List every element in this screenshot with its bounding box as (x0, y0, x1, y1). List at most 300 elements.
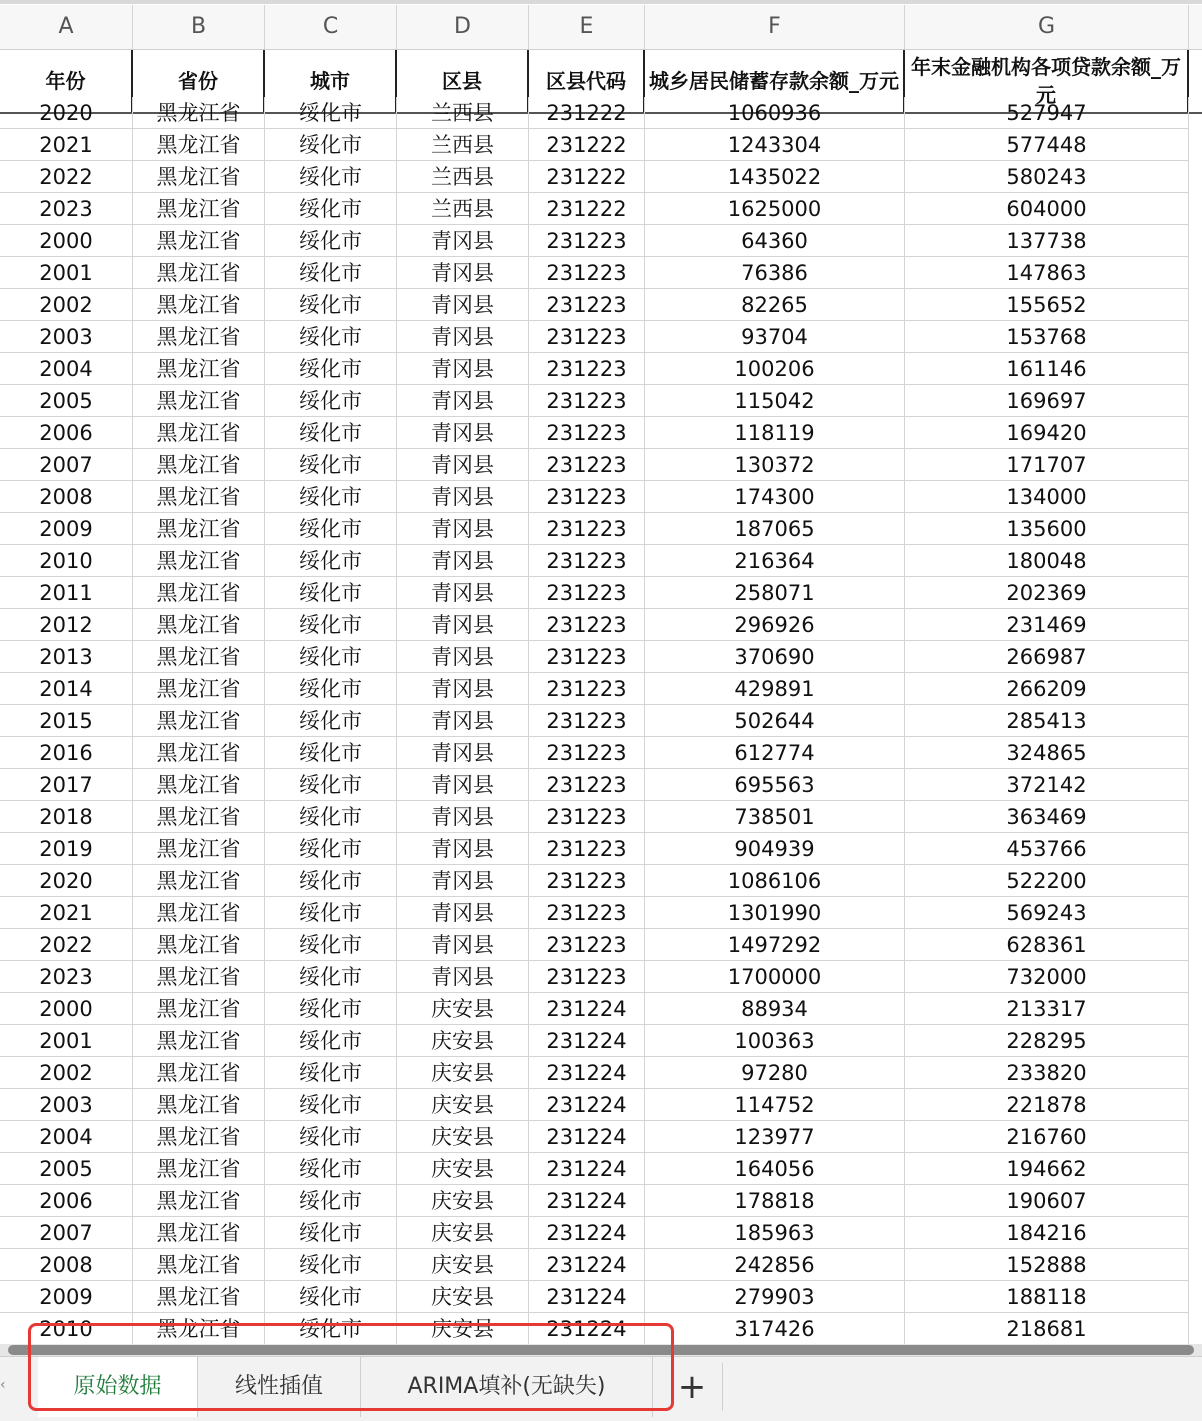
table-cell[interactable]: 231469 (905, 609, 1189, 641)
table-cell[interactable]: 147863 (905, 257, 1189, 289)
table-row (0, 865, 1202, 897)
header-cell-1[interactable]: 年份 (0, 50, 133, 112)
table-cell[interactable]: 青冈县 (397, 833, 529, 865)
table-cell[interactable]: 2009 (0, 1281, 133, 1313)
table-cell[interactable]: 绥化市 (265, 449, 397, 481)
table-cell[interactable]: 231224 (529, 1281, 645, 1313)
table-cell[interactable]: 231223 (529, 897, 645, 929)
table-row (0, 1249, 1202, 1281)
table-cell[interactable]: 2002 (0, 1057, 133, 1089)
table-cell[interactable]: 231222 (529, 193, 645, 225)
table-cell[interactable]: 194662 (905, 1153, 1189, 1185)
table-cell[interactable]: 2004 (0, 1121, 133, 1153)
table-cell[interactable]: 青冈县 (397, 225, 529, 257)
sheet-tab-1[interactable]: 原始数据 (38, 1357, 198, 1417)
table-cell[interactable]: 绥化市 (265, 609, 397, 641)
table-cell[interactable]: 76386 (645, 257, 905, 289)
table-cell[interactable]: 绥化市 (265, 385, 397, 417)
sheet-tab-2[interactable]: 线性插值 (198, 1357, 361, 1417)
table-cell[interactable]: 216760 (905, 1121, 1189, 1153)
table-cell[interactable]: 130372 (645, 449, 905, 481)
table-cell[interactable]: 233820 (905, 1057, 1189, 1089)
table-cell[interactable]: 580243 (905, 161, 1189, 193)
table-cell[interactable]: 绥化市 (265, 577, 397, 609)
table-cell[interactable]: 231223 (529, 321, 645, 353)
table-cell[interactable]: 黑龙江省 (133, 769, 265, 801)
table-cell[interactable]: 黑龙江省 (133, 1121, 265, 1153)
table-cell[interactable]: 2017 (0, 769, 133, 801)
table-cell[interactable]: 180048 (905, 545, 1189, 577)
table-cell[interactable]: 青冈县 (397, 321, 529, 353)
table-cell[interactable]: 青冈县 (397, 513, 529, 545)
table-cell[interactable]: 绥化市 (265, 289, 397, 321)
table-cell[interactable]: 231223 (529, 865, 645, 897)
table-cell[interactable]: 2000 (0, 225, 133, 257)
table-cell[interactable]: 庆安县 (397, 1025, 529, 1057)
table-cell[interactable]: 231223 (529, 929, 645, 961)
table-cell[interactable]: 221878 (905, 1089, 1189, 1121)
table-cell[interactable]: 黑龙江省 (133, 961, 265, 993)
table-cell[interactable]: 169420 (905, 417, 1189, 449)
table-cell[interactable]: 732000 (905, 961, 1189, 993)
table-cell[interactable]: 1243304 (645, 129, 905, 161)
table-cell[interactable]: 绥化市 (265, 1185, 397, 1217)
table-cell[interactable]: 兰西县 (397, 97, 529, 129)
table-cell[interactable]: 2008 (0, 481, 133, 513)
table-cell[interactable]: 231223 (529, 577, 645, 609)
table-cell[interactable]: 2008 (0, 1249, 133, 1281)
table-cell[interactable]: 2020 (0, 97, 133, 129)
table-cell[interactable]: 黑龙江省 (133, 545, 265, 577)
table-cell[interactable]: 2021 (0, 129, 133, 161)
table-cell[interactable]: 2000 (0, 993, 133, 1025)
table-cell[interactable]: 738501 (645, 801, 905, 833)
table-cell[interactable]: 2012 (0, 609, 133, 641)
table-cell[interactable]: 1700000 (645, 961, 905, 993)
table-row (0, 641, 1202, 673)
table-cell[interactable]: 青冈县 (397, 641, 529, 673)
table-cell[interactable]: 153768 (905, 321, 1189, 353)
table-cell[interactable]: 黑龙江省 (133, 1153, 265, 1185)
table-cell[interactable]: 黑龙江省 (133, 705, 265, 737)
table-cell[interactable]: 231223 (529, 545, 645, 577)
table-cell[interactable]: 2004 (0, 353, 133, 385)
table-cell[interactable]: 黑龙江省 (133, 193, 265, 225)
table-cell[interactable]: 庆安县 (397, 1313, 529, 1345)
table-cell[interactable]: 231224 (529, 1089, 645, 1121)
table-cell[interactable]: 2003 (0, 321, 133, 353)
table-cell[interactable]: 青冈县 (397, 353, 529, 385)
table-cell[interactable]: 2021 (0, 897, 133, 929)
table-cell[interactable]: 114752 (645, 1089, 905, 1121)
table-cell[interactable]: 黑龙江省 (133, 1249, 265, 1281)
table-cell[interactable]: 绥化市 (265, 865, 397, 897)
table-cell[interactable]: 绥化市 (265, 929, 397, 961)
table-cell[interactable]: 2018 (0, 801, 133, 833)
table-cell[interactable]: 218681 (905, 1313, 1189, 1345)
table-cell[interactable]: 2006 (0, 417, 133, 449)
table-cell[interactable]: 155652 (905, 289, 1189, 321)
add-sheet-button[interactable]: + (662, 1363, 723, 1411)
table-cell[interactable]: 184216 (905, 1217, 1189, 1249)
table-cell[interactable]: 绥化市 (265, 353, 397, 385)
table-cell[interactable]: 兰西县 (397, 193, 529, 225)
table-cell[interactable]: 庆安县 (397, 1281, 529, 1313)
table-cell[interactable]: 青冈县 (397, 545, 529, 577)
table-cell[interactable]: 绥化市 (265, 513, 397, 545)
table-cell[interactable]: 213317 (905, 993, 1189, 1025)
table-cell[interactable]: 庆安县 (397, 1249, 529, 1281)
table-cell[interactable]: 绥化市 (265, 705, 397, 737)
table-cell[interactable]: 黑龙江省 (133, 801, 265, 833)
table-cell[interactable]: 2013 (0, 641, 133, 673)
table-cell[interactable]: 2005 (0, 1153, 133, 1185)
table-cell[interactable]: 1435022 (645, 161, 905, 193)
table-cell[interactable]: 绥化市 (265, 97, 397, 129)
table-cell[interactable]: 绥化市 (265, 1313, 397, 1345)
table-cell[interactable]: 绥化市 (265, 257, 397, 289)
table-cell[interactable]: 231224 (529, 1185, 645, 1217)
table-cell[interactable]: 黑龙江省 (133, 321, 265, 353)
table-cell[interactable]: 青冈县 (397, 897, 529, 929)
table-cell[interactable]: 231224 (529, 1313, 645, 1345)
table-cell[interactable]: 2010 (0, 545, 133, 577)
table-cell[interactable]: 202369 (905, 577, 1189, 609)
sheet-tab-3[interactable]: ARIMA填补(无缺失) (361, 1357, 653, 1417)
table-cell[interactable]: 黑龙江省 (133, 929, 265, 961)
table-cell[interactable]: 2006 (0, 1185, 133, 1217)
header-cell-4[interactable]: 区县 (397, 50, 529, 112)
table-cell[interactable]: 242856 (645, 1249, 905, 1281)
table-cell[interactable]: 231222 (529, 161, 645, 193)
table-cell[interactable]: 绥化市 (265, 1153, 397, 1185)
horizontal-scrollbar-thumb[interactable] (8, 1345, 1194, 1355)
table-cell[interactable]: 青冈县 (397, 449, 529, 481)
table-cell[interactable]: 绥化市 (265, 417, 397, 449)
table-cell[interactable]: 97280 (645, 1057, 905, 1089)
column-letter-1[interactable]: A (0, 5, 133, 49)
table-cell[interactable]: 187065 (645, 513, 905, 545)
table-cell[interactable]: 2020 (0, 865, 133, 897)
table-cell[interactable]: 612774 (645, 737, 905, 769)
table-cell[interactable]: 青冈县 (397, 929, 529, 961)
table-cell[interactable]: 庆安县 (397, 993, 529, 1025)
table-cell[interactable]: 100206 (645, 353, 905, 385)
table-cell[interactable]: 青冈县 (397, 801, 529, 833)
table-cell[interactable]: 231224 (529, 1025, 645, 1057)
table-cell[interactable]: 231223 (529, 705, 645, 737)
table-cell[interactable]: 庆安县 (397, 1217, 529, 1249)
table-cell[interactable]: 黑龙江省 (133, 1057, 265, 1089)
table-cell[interactable]: 695563 (645, 769, 905, 801)
table-cell[interactable]: 2001 (0, 1025, 133, 1057)
table-cell[interactable]: 169697 (905, 385, 1189, 417)
table-cell[interactable]: 231224 (529, 1153, 645, 1185)
table-cell[interactable]: 453766 (905, 833, 1189, 865)
table-cell[interactable]: 2016 (0, 737, 133, 769)
table-cell[interactable]: 296926 (645, 609, 905, 641)
table-cell[interactable]: 黑龙江省 (133, 673, 265, 705)
table-cell[interactable]: 绥化市 (265, 1025, 397, 1057)
table-cell[interactable]: 2022 (0, 161, 133, 193)
table-cell[interactable]: 黑龙江省 (133, 257, 265, 289)
table-cell[interactable]: 228295 (905, 1025, 1189, 1057)
table-cell[interactable]: 370690 (645, 641, 905, 673)
table-cell[interactable]: 118119 (645, 417, 905, 449)
header-cell-3[interactable]: 城市 (265, 50, 397, 112)
table-cell[interactable]: 231223 (529, 385, 645, 417)
table-cell[interactable]: 绥化市 (265, 1121, 397, 1153)
table-cell[interactable]: 231223 (529, 225, 645, 257)
table-cell[interactable]: 1625000 (645, 193, 905, 225)
table-cell[interactable]: 135600 (905, 513, 1189, 545)
table-row (0, 993, 1202, 1025)
table-cell[interactable]: 231222 (529, 97, 645, 129)
table-cell[interactable]: 庆安县 (397, 1057, 529, 1089)
table-cell[interactable]: 2014 (0, 673, 133, 705)
table-cell[interactable]: 231224 (529, 993, 645, 1025)
table-cell[interactable]: 绥化市 (265, 161, 397, 193)
table-cell[interactable]: 2007 (0, 1217, 133, 1249)
table-cell[interactable]: 黑龙江省 (133, 1025, 265, 1057)
table-cell[interactable]: 庆安县 (397, 1185, 529, 1217)
table-cell[interactable]: 2023 (0, 193, 133, 225)
table-cell[interactable]: 1086106 (645, 865, 905, 897)
table-cell[interactable]: 93704 (645, 321, 905, 353)
table-cell[interactable]: 黑龙江省 (133, 353, 265, 385)
table-cell[interactable]: 绥化市 (265, 833, 397, 865)
table-cell[interactable]: 190607 (905, 1185, 1189, 1217)
table-cell[interactable]: 231223 (529, 737, 645, 769)
table-cell[interactable]: 231223 (529, 513, 645, 545)
table-cell[interactable]: 231223 (529, 673, 645, 705)
table-cell[interactable]: 324865 (905, 737, 1189, 769)
table-cell[interactable]: 231223 (529, 417, 645, 449)
table-cell[interactable]: 绥化市 (265, 481, 397, 513)
table-cell[interactable]: 兰西县 (397, 129, 529, 161)
table-cell[interactable]: 绥化市 (265, 897, 397, 929)
table-cell[interactable]: 185963 (645, 1217, 905, 1249)
table-cell[interactable]: 绥化市 (265, 1217, 397, 1249)
table-cell[interactable]: 黑龙江省 (133, 417, 265, 449)
table-row (0, 513, 1202, 545)
table-cell[interactable]: 123977 (645, 1121, 905, 1153)
table-cell[interactable]: 黑龙江省 (133, 97, 265, 129)
table-cell[interactable]: 137738 (905, 225, 1189, 257)
table-cell[interactable]: 青冈县 (397, 481, 529, 513)
table-cell[interactable]: 502644 (645, 705, 905, 737)
table-cell[interactable]: 231223 (529, 641, 645, 673)
table-cell[interactable]: 164056 (645, 1153, 905, 1185)
table-cell[interactable]: 64360 (645, 225, 905, 257)
table-cell[interactable]: 青冈县 (397, 417, 529, 449)
table-cell[interactable]: 黑龙江省 (133, 833, 265, 865)
table-cell[interactable]: 285413 (905, 705, 1189, 737)
table-cell[interactable]: 黑龙江省 (133, 865, 265, 897)
table-cell[interactable]: 绥化市 (265, 1089, 397, 1121)
table-cell[interactable]: 577448 (905, 129, 1189, 161)
table-cell[interactable]: 100363 (645, 1025, 905, 1057)
table-cell[interactable]: 黑龙江省 (133, 513, 265, 545)
table-cell[interactable]: 216364 (645, 545, 905, 577)
table-cell[interactable]: 266987 (905, 641, 1189, 673)
table-cell[interactable]: 363469 (905, 801, 1189, 833)
tab-scroll-left-icon[interactable]: ‹ (0, 1377, 6, 1393)
table-cell[interactable]: 2023 (0, 961, 133, 993)
table-cell[interactable]: 231223 (529, 801, 645, 833)
table-cell[interactable]: 174300 (645, 481, 905, 513)
table-cell[interactable]: 绥化市 (265, 1249, 397, 1281)
table-cell[interactable]: 1301990 (645, 897, 905, 929)
table-cell[interactable]: 317426 (645, 1313, 905, 1345)
table-cell[interactable]: 绥化市 (265, 641, 397, 673)
table-cell[interactable]: 绥化市 (265, 737, 397, 769)
column-letter-7[interactable]: G (905, 5, 1189, 49)
table-cell[interactable]: 青冈县 (397, 705, 529, 737)
table-cell[interactable]: 2003 (0, 1089, 133, 1121)
table-cell[interactable]: 黑龙江省 (133, 129, 265, 161)
table-cell[interactable]: 152888 (905, 1249, 1189, 1281)
table-cell[interactable]: 青冈县 (397, 769, 529, 801)
table-cell[interactable]: 231224 (529, 1249, 645, 1281)
table-cell[interactable]: 231223 (529, 289, 645, 321)
column-letter-5[interactable]: E (529, 5, 645, 49)
table-cell[interactable]: 527947 (905, 97, 1189, 129)
table-cell[interactable]: 绥化市 (265, 321, 397, 353)
table-cell[interactable]: 黑龙江省 (133, 737, 265, 769)
table-cell[interactable]: 黑龙江省 (133, 481, 265, 513)
table-cell[interactable]: 黑龙江省 (133, 1217, 265, 1249)
table-cell[interactable]: 231223 (529, 961, 645, 993)
table-cell[interactable]: 黑龙江省 (133, 289, 265, 321)
table-cell[interactable]: 904939 (645, 833, 905, 865)
table-cell[interactable]: 231223 (529, 449, 645, 481)
table-cell[interactable]: 628361 (905, 929, 1189, 961)
table-cell[interactable]: 黑龙江省 (133, 1185, 265, 1217)
table-cell[interactable]: 161146 (905, 353, 1189, 385)
table-row (0, 1025, 1202, 1057)
table-cell[interactable]: 188118 (905, 1281, 1189, 1313)
table-cell[interactable]: 88934 (645, 993, 905, 1025)
table-cell[interactable]: 231223 (529, 353, 645, 385)
table-cell[interactable]: 青冈县 (397, 673, 529, 705)
table-cell[interactable]: 258071 (645, 577, 905, 609)
table-cell[interactable]: 青冈县 (397, 865, 529, 897)
table-cell[interactable]: 兰西县 (397, 161, 529, 193)
table-cell[interactable]: 绥化市 (265, 801, 397, 833)
table-cell[interactable]: 82265 (645, 289, 905, 321)
table-cell[interactable]: 绥化市 (265, 769, 397, 801)
table-cell[interactable]: 2001 (0, 257, 133, 289)
table-cell[interactable]: 绥化市 (265, 1281, 397, 1313)
table-cell[interactable]: 黑龙江省 (133, 1089, 265, 1121)
table-cell[interactable]: 黑龙江省 (133, 609, 265, 641)
header-cell-6[interactable]: 城乡居民储蓄存款余额_万元 (645, 50, 905, 112)
table-cell[interactable]: 黑龙江省 (133, 225, 265, 257)
table-cell[interactable]: 2019 (0, 833, 133, 865)
table-cell[interactable]: 绥化市 (265, 545, 397, 577)
table-cell[interactable]: 2007 (0, 449, 133, 481)
table-cell[interactable]: 429891 (645, 673, 905, 705)
table-cell[interactable]: 绥化市 (265, 129, 397, 161)
table-cell[interactable]: 黑龙江省 (133, 1313, 265, 1345)
horizontal-scrollbar[interactable] (0, 1344, 1202, 1356)
table-cell[interactable]: 黑龙江省 (133, 161, 265, 193)
table-cell[interactable]: 569243 (905, 897, 1189, 929)
table-cell[interactable]: 黑龙江省 (133, 577, 265, 609)
table-cell[interactable]: 231223 (529, 257, 645, 289)
table-cell[interactable]: 庆安县 (397, 1121, 529, 1153)
table-cell[interactable]: 绥化市 (265, 961, 397, 993)
table-cell[interactable]: 青冈县 (397, 609, 529, 641)
table-cell[interactable]: 1060936 (645, 97, 905, 129)
table-cell[interactable]: 2011 (0, 577, 133, 609)
table-cell[interactable]: 绥化市 (265, 225, 397, 257)
table-cell[interactable]: 黑龙江省 (133, 897, 265, 929)
table-cell[interactable]: 青冈县 (397, 257, 529, 289)
column-letter-6[interactable]: F (645, 5, 905, 49)
table-cell[interactable]: 2005 (0, 385, 133, 417)
table-cell[interactable]: 231222 (529, 129, 645, 161)
table-cell[interactable]: 522200 (905, 865, 1189, 897)
table-cell[interactable]: 庆安县 (397, 1153, 529, 1185)
column-letter-4[interactable]: D (397, 5, 529, 49)
table-cell[interactable]: 青冈县 (397, 289, 529, 321)
table-cell[interactable]: 2015 (0, 705, 133, 737)
table-cell[interactable]: 绥化市 (265, 673, 397, 705)
header-cell-5[interactable]: 区县代码 (529, 50, 645, 112)
table-cell[interactable]: 绥化市 (265, 993, 397, 1025)
table-cell[interactable]: 372142 (905, 769, 1189, 801)
table-cell[interactable]: 279903 (645, 1281, 905, 1313)
table-cell[interactable]: 黑龙江省 (133, 993, 265, 1025)
table-cell[interactable]: 2009 (0, 513, 133, 545)
table-cell[interactable]: 231224 (529, 1217, 645, 1249)
table-cell[interactable]: 171707 (905, 449, 1189, 481)
table-cell[interactable]: 青冈县 (397, 737, 529, 769)
table-cell[interactable]: 266209 (905, 673, 1189, 705)
column-letter-3[interactable]: C (265, 5, 397, 49)
table-cell[interactable]: 黑龙江省 (133, 641, 265, 673)
table-cell[interactable]: 231223 (529, 833, 645, 865)
table-cell[interactable]: 2022 (0, 929, 133, 961)
table-cell[interactable]: 青冈县 (397, 961, 529, 993)
table-cell[interactable]: 1497292 (645, 929, 905, 961)
table-cell[interactable]: 黑龙江省 (133, 1281, 265, 1313)
table-cell[interactable]: 231224 (529, 1121, 645, 1153)
table-cell[interactable]: 黑龙江省 (133, 449, 265, 481)
column-letter-2[interactable]: B (133, 5, 265, 49)
table-cell[interactable]: 2002 (0, 289, 133, 321)
table-cell[interactable]: 青冈县 (397, 577, 529, 609)
table-cell[interactable]: 115042 (645, 385, 905, 417)
table-cell[interactable]: 青冈县 (397, 385, 529, 417)
table-cell[interactable]: 231223 (529, 769, 645, 801)
table-cell[interactable]: 2010 (0, 1313, 133, 1345)
header-cell-7[interactable]: 年末金融机构各项贷款余额_万元 (905, 50, 1189, 112)
table-cell[interactable]: 178818 (645, 1185, 905, 1217)
table-cell[interactable]: 231224 (529, 1057, 645, 1089)
table-cell[interactable]: 庆安县 (397, 1089, 529, 1121)
table-cell[interactable]: 134000 (905, 481, 1189, 513)
header-cell-2[interactable]: 省份 (133, 50, 265, 112)
table-cell[interactable]: 604000 (905, 193, 1189, 225)
table-cell[interactable]: 黑龙江省 (133, 385, 265, 417)
table-cell[interactable]: 231223 (529, 481, 645, 513)
table-cell[interactable]: 231223 (529, 609, 645, 641)
table-cell[interactable]: 绥化市 (265, 193, 397, 225)
table-cell[interactable]: 绥化市 (265, 1057, 397, 1089)
